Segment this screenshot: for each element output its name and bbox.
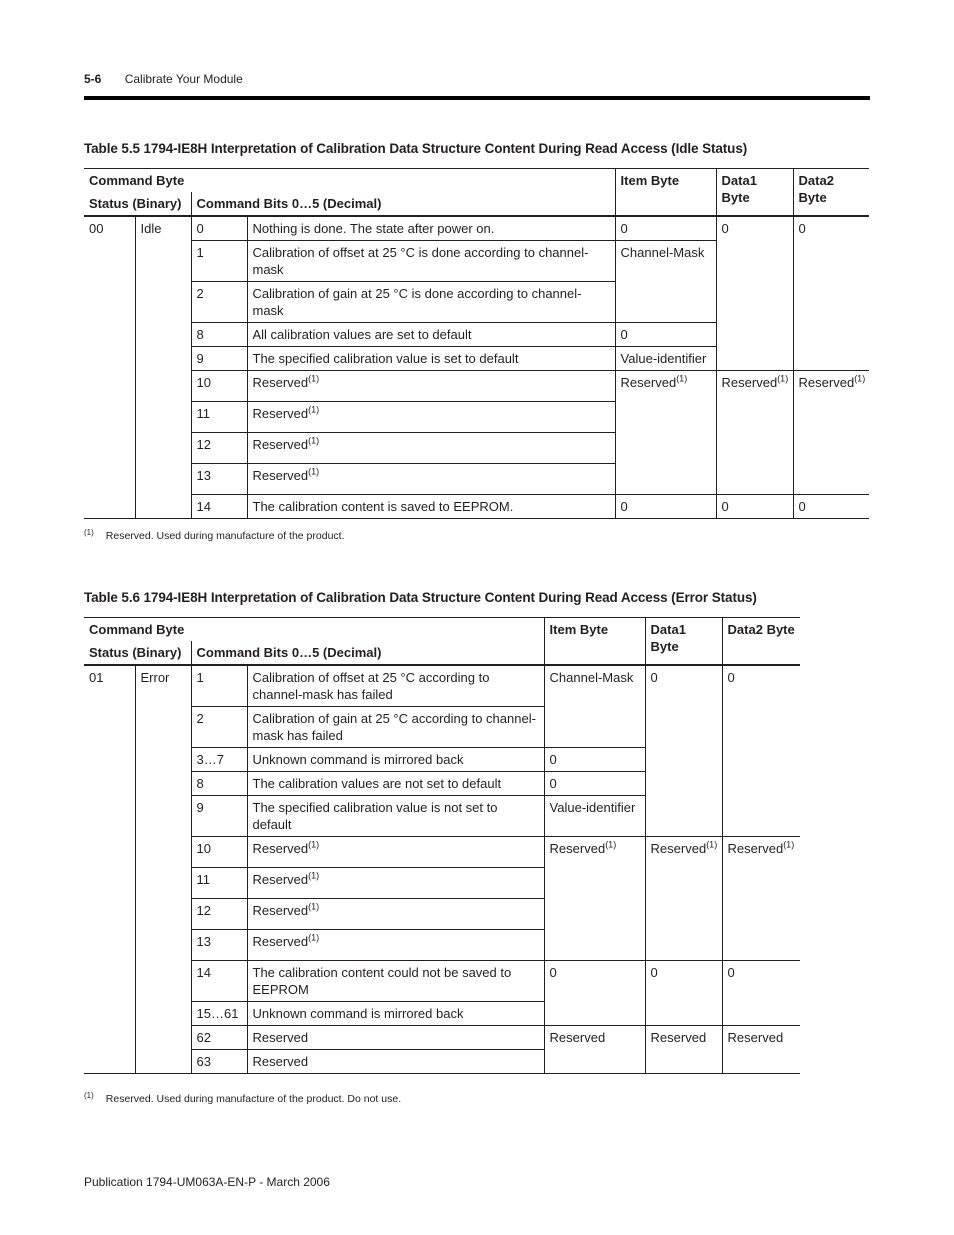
item-byte: Reserved (544, 1026, 645, 1074)
command-desc: Reserved$^{(1)}$ (247, 464, 615, 495)
command-desc: The calibration content is saved to EEPROM. (247, 495, 615, 519)
page-number: 5-6 (84, 72, 102, 86)
command-desc: Reserved (247, 1050, 544, 1074)
command-code: 1 (191, 241, 247, 282)
data1-byte: 0 (716, 216, 793, 371)
table-row (84, 371, 869, 402)
data2-byte: 0 (793, 495, 869, 519)
status-name: Error (135, 665, 191, 1074)
header-command-byte: Command Byte (84, 169, 615, 193)
command-desc: The calibration content could not be saved to EEPROM (247, 961, 544, 1002)
command-code: 9 (191, 347, 247, 371)
data1-byte: Reserved$^{(1)}$ (645, 837, 722, 961)
status-code: 00 (84, 216, 135, 519)
item-byte: Value-identifier (615, 347, 716, 371)
command-code: 14 (191, 961, 247, 1002)
command-code: 14 (191, 495, 247, 519)
item-byte: Reserved$^{(1)}$ (544, 837, 645, 961)
table-row (84, 961, 800, 1002)
table-row (84, 216, 869, 241)
command-code: 10 (191, 837, 247, 868)
command-desc: Calibration of offset at 25 °C according to channel-mask has failed (247, 665, 544, 707)
header-data1-byte: Data1 Byte (645, 618, 722, 666)
item-byte: Reserved$^{(1)}$ (615, 371, 716, 495)
command-desc: The calibration values are not set to default (247, 772, 544, 796)
table1-footnote: $^{(1)}$ Reserved. Used during manufacture of the product. (84, 527, 345, 542)
command-desc: Reserved$^{(1)}$ (247, 371, 615, 402)
data2-byte: 0 (722, 665, 800, 837)
command-desc: Reserved$^{(1)}$ (247, 433, 615, 464)
item-byte: 0 (615, 216, 716, 241)
header-status-binary: Status (Binary) (84, 192, 191, 216)
command-desc: Nothing is done. The state after power on. (247, 216, 615, 241)
header-command-byte: Command Byte (84, 618, 544, 642)
command-desc: The specified calibration value is set to default (247, 347, 615, 371)
table2-caption: Table 5.6 1794-IE8H Interpretation of Calibration Data Structure Content During Read Access (Error Status) (84, 590, 757, 605)
header-data2-byte: Data2 Byte (793, 169, 869, 217)
page-header (84, 72, 243, 86)
command-code: 1 (191, 665, 247, 707)
command-code: 2 (191, 707, 247, 748)
data2-byte: 0 (793, 216, 869, 371)
header-item-byte: Item Byte (544, 618, 645, 666)
command-code: 11 (191, 402, 247, 433)
publication-footer: Publication 1794-UM063A-EN-P - March 2006 (84, 1175, 330, 1189)
command-code: 13 (191, 930, 247, 961)
header-data1-byte: Data1 Byte (716, 169, 793, 217)
command-code: 15…61 (191, 1002, 247, 1026)
header-data2-byte: Data2 Byte (722, 618, 800, 666)
header-item-byte: Item Byte (615, 169, 716, 217)
status-code: 01 (84, 665, 135, 1074)
command-code: 12 (191, 899, 247, 930)
data1-byte: Reserved (645, 1026, 722, 1074)
data1-byte: 0 (716, 495, 793, 519)
command-code: 2 (191, 282, 247, 323)
command-desc: Calibration of gain at 25 °C is done according to channel-mask (247, 282, 615, 323)
command-code: 10 (191, 371, 247, 402)
command-code: 9 (191, 796, 247, 837)
item-byte: 0 (544, 961, 645, 1026)
data1-byte: 0 (645, 961, 722, 1026)
command-desc: Reserved$^{(1)}$ (247, 402, 615, 433)
item-byte: Channel-Mask (544, 665, 645, 748)
item-byte: Channel-Mask (615, 241, 716, 323)
command-desc: Reserved$^{(1)}$ (247, 899, 544, 930)
data2-byte: 0 (722, 961, 800, 1026)
data2-byte: Reserved$^{(1)}$ (793, 371, 869, 495)
table1-idle-status (84, 168, 869, 519)
header-status-binary: Status (Binary) (84, 641, 191, 665)
command-code: 8 (191, 323, 247, 347)
command-desc: Unknown command is mirrored back (247, 1002, 544, 1026)
command-desc: All calibration values are set to default (247, 323, 615, 347)
table-row (84, 837, 800, 868)
section-title: Calibrate Your Module (124, 72, 243, 86)
command-code: 12 (191, 433, 247, 464)
data1-byte: 0 (645, 665, 722, 837)
header-command-bits: Command Bits 0…5 (Decimal) (191, 192, 615, 216)
table-row (84, 1026, 800, 1050)
command-desc: Calibration of offset at 25 °C is done according to channel-mask (247, 241, 615, 282)
command-code: 3…7 (191, 748, 247, 772)
command-code: 8 (191, 772, 247, 796)
header-command-bits: Command Bits 0…5 (Decimal) (191, 641, 544, 665)
item-byte: 0 (544, 748, 645, 772)
command-desc: Unknown command is mirrored back (247, 748, 544, 772)
item-byte: 0 (615, 323, 716, 347)
command-desc: Reserved (247, 1026, 544, 1050)
command-code: 13 (191, 464, 247, 495)
status-name: Idle (135, 216, 191, 519)
command-code: 11 (191, 868, 247, 899)
command-desc: Reserved$^{(1)}$ (247, 868, 544, 899)
table2-footnote: $^{(1)}$ Reserved. Used during manufacture of the product. Do not use. (84, 1090, 402, 1105)
command-desc: Reserved$^{(1)}$ (247, 837, 544, 868)
data1-byte: Reserved$^{(1)}$ (716, 371, 793, 495)
table-row (84, 495, 869, 519)
command-code: 63 (191, 1050, 247, 1074)
data2-byte: Reserved$^{(1)}$ (722, 837, 800, 961)
table-row (84, 665, 800, 707)
item-byte: 0 (615, 495, 716, 519)
table1-caption: Table 5.5 1794-IE8H Interpretation of Calibration Data Structure Content During Read Access (Idle Status) (84, 141, 748, 156)
command-code: 0 (191, 216, 247, 241)
item-byte: 0 (544, 772, 645, 796)
header-rule (84, 96, 870, 100)
command-code: 62 (191, 1026, 247, 1050)
item-byte: Value-identifier (544, 796, 645, 837)
table2-error-status (84, 617, 800, 1074)
command-desc: Reserved$^{(1)}$ (247, 930, 544, 961)
data2-byte: Reserved (722, 1026, 800, 1074)
command-desc: The specified calibration value is not set to default (247, 796, 544, 837)
command-desc: Calibration of gain at 25 °C according to channel-mask has failed (247, 707, 544, 748)
